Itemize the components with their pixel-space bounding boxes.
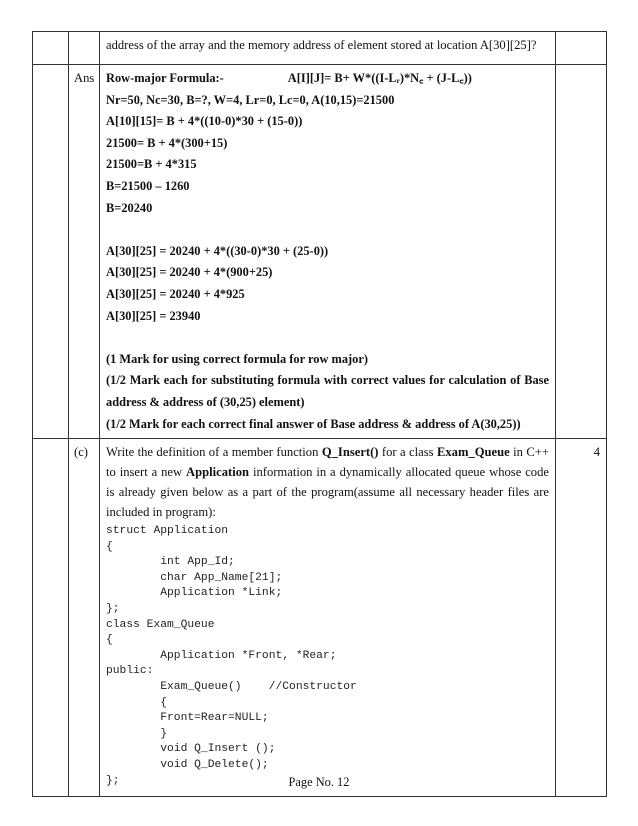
- question-text: [106, 442, 549, 522]
- formula-expression: A[I][J]= B+ W*((I-Lᵣ)*N꜀ + (J-L꜀)): [287, 71, 472, 85]
- table-row-question-c: [33, 439, 607, 797]
- answer-line: 21500=B + 4*315: [106, 157, 197, 172]
- question-text-part: information in a dynamically allocated queue whose code is already given below as a part of the program(assume all necessary header files are included in program):: [106, 465, 549, 520]
- formula-title: Row-major Formula:-: [106, 71, 224, 85]
- answer-line: Nr=50, Nc=30, B=?, W=4, Lr=0, Lc=0, A(10,15)=21500: [106, 92, 395, 107]
- answer-line: B=21500 – 1260: [106, 178, 190, 193]
- empty-cell: [69, 32, 100, 65]
- marks-cell: [556, 439, 607, 797]
- answer-line: (1/2 Mark for each correct final answer of Base address & address of A(30,25)): [106, 416, 521, 431]
- question-body: [100, 439, 555, 796]
- answer-line: 21500= B + 4*(300+15): [106, 135, 228, 150]
- answer-body-cell: [100, 65, 556, 439]
- answer-line: A[30][25] = 20240 + 4*(900+25): [106, 265, 273, 280]
- empty-cell: [556, 32, 607, 65]
- question-text-part: in C++ to insert a new: [106, 445, 549, 480]
- answer-lines: [106, 90, 549, 436]
- answer-line: (1 Mark for using correct formula for row major): [106, 351, 368, 366]
- question-label-cell: [69, 439, 100, 797]
- function-name: Q_Insert(): [321, 445, 379, 460]
- empty-cell: [556, 65, 607, 439]
- question-text-part: Write the definition of a member function: [106, 445, 322, 460]
- empty-cell: [33, 439, 69, 797]
- question-table: [32, 31, 607, 797]
- table-row-question-tail: [33, 32, 607, 65]
- marks-value: 4: [593, 445, 600, 460]
- empty-cell: [33, 65, 69, 439]
- answer-label: Ans: [74, 71, 95, 85]
- question-text-part: for a class: [378, 445, 437, 460]
- empty-cell: [33, 32, 69, 65]
- question-continuation-cell: [100, 32, 556, 65]
- code-listing: struct Application { int App_Id; char App_Name[21]; Application *Link; }; class Exam_Queue { Application *Front, *Rear; public: Exam_Queue() //Constructor { Front=Rear=NULL; } void Q_Insert (); void Q_Delete(); };: [106, 525, 357, 787]
- table-row-answer: [33, 65, 607, 439]
- answer-line: A[30][25] = 20240 + 4*((30-0)*30 + (25-0)): [106, 243, 329, 258]
- formula-header: [106, 68, 549, 90]
- question-body-cell: [100, 439, 556, 797]
- answer-line: A[30][25] = 23940: [106, 308, 201, 323]
- answer-body: [100, 65, 555, 438]
- question-continuation-text: address of the array and the memory address of element stored at location A[30][25]?: [106, 38, 537, 52]
- question-label: (c): [74, 445, 88, 460]
- answer-spacer: [106, 327, 549, 349]
- answer-line: B=20240: [106, 200, 153, 215]
- class-name: Exam_Queue: [436, 445, 510, 460]
- answer-label-cell: [69, 65, 100, 439]
- answer-spacer: [106, 219, 549, 241]
- answer-line: (1/2 Mark each for substituting formula with correct values for calculation of Base address & address of (30,25) element): [106, 373, 549, 409]
- answer-line: A[10][15]= B + 4*((10-0)*30 + (15-0)): [106, 114, 303, 129]
- answer-line: A[30][25] = 20240 + 4*925: [106, 286, 245, 301]
- information-name: Application: [186, 465, 250, 480]
- page-number: Page No. 12: [288, 775, 350, 789]
